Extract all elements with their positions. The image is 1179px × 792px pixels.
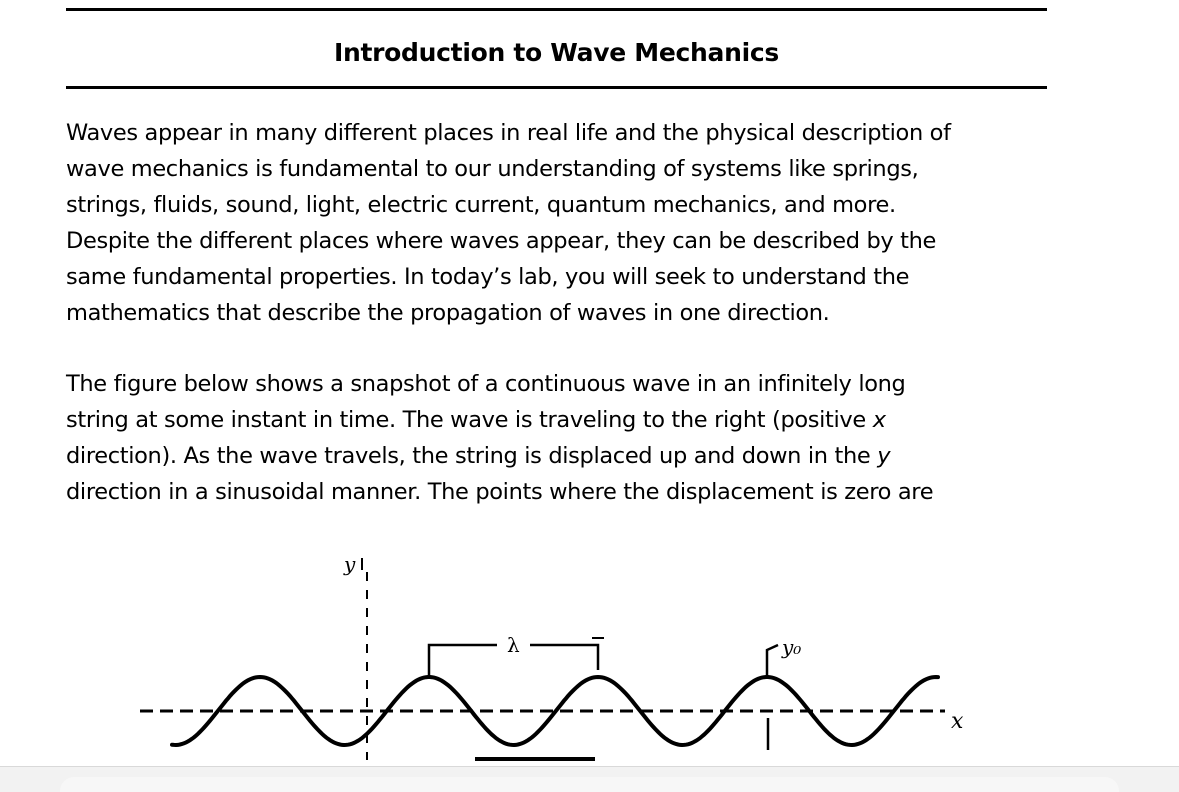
x-axis-label: x <box>951 709 964 734</box>
intro-line-4: Despite the different places where waves appear, they can be described by the <box>66 228 937 254</box>
figure-desc-line-2 <box>66 402 1086 438</box>
intro-paragraph <box>66 115 1086 331</box>
figure-desc-line-4: direction in a sinusoidal manner. The points where the displacement is zero are <box>66 479 934 505</box>
viewer-bottom-panel <box>60 777 1119 792</box>
top-rule <box>66 8 1047 11</box>
figure-desc-line-1: The figure below shows a snapshot of a continuous wave in an infinitely long <box>66 371 906 397</box>
y-axis-label: y <box>344 552 356 576</box>
intro-line-3: strings, fluids, sound, light, electric current, quantum mechanics, and more. <box>66 192 896 218</box>
title-underline-rule <box>66 86 1047 89</box>
intro-line-1: Waves appear in many different places in real life and the physical description of <box>66 120 951 146</box>
wavelength-bracket-right <box>530 645 598 670</box>
wavelength-label: λ <box>507 633 520 657</box>
page-title: Introduction to Wave Mechanics <box>334 38 779 67</box>
figure-desc-line-2-text: string at some instant in time. The wave is traveling to the right (positive <box>66 407 873 433</box>
viewer-bottom-bar <box>0 766 1179 792</box>
intro-line-6: mathematics that describe the propagation of waves in one direction. <box>66 300 830 326</box>
wave-figure <box>0 540 1179 770</box>
figure-desc-line-3-text: direction). As the wave travels, the string is displaced up and down in the <box>66 443 878 469</box>
intro-line-5: same fundamental properties. In today’s lab, you will seek to understand the <box>66 264 910 290</box>
intro-line-2: wave mechanics is fundamental to our understanding of systems like springs, <box>66 156 919 182</box>
x-variable: x <box>872 407 886 433</box>
y-variable: y <box>877 443 891 469</box>
wavelength-bracket-left <box>429 645 497 677</box>
amplitude-marker-top <box>767 645 778 676</box>
figure-desc-line-3 <box>66 438 1086 474</box>
figure-description-paragraph <box>66 366 1086 510</box>
amplitude-label: y₀ <box>782 635 802 659</box>
